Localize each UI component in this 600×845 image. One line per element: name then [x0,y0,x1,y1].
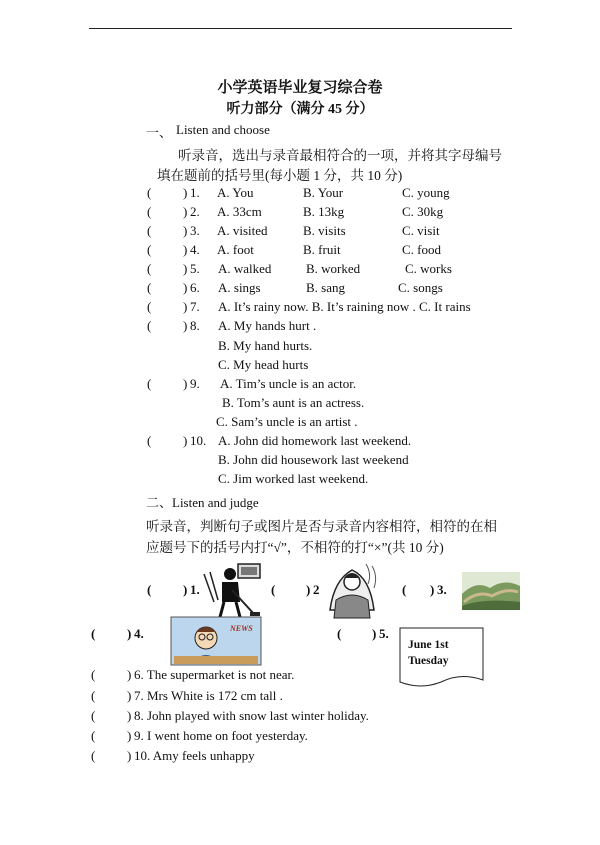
answer-paren-open[interactable]: ( [91,748,96,763]
answer-paren-open[interactable]: ( [91,688,96,703]
great-wall-image [462,572,520,610]
sick-person-image [322,560,384,622]
question-number: 10. [190,433,207,448]
judge-sentence-row [0,728,600,746]
answer-paren-close: ) [127,748,132,763]
option-b: B. fruit [303,242,341,257]
question-row [0,242,600,260]
options-text: A. It’s rainy now. B. It’s raining now . C. It rains [218,299,471,314]
answer-paren-close: ) [430,582,435,597]
part2-instruction-line2: 应题号下的括号内打“√”，不相符的打“×”(共 10 分) [146,540,444,555]
news-reader-image [170,616,262,666]
part2-heading: 二、Listen and judge [146,495,259,510]
answer-paren-close: ) [372,626,377,641]
answer-paren-open[interactable]: ( [147,242,152,257]
calendar-day: Tuesday [408,655,449,667]
question-row-8 [0,318,600,336]
question-number: 3. [190,223,200,238]
question-row [0,261,600,279]
answer-paren-close: ) [306,582,311,597]
item-number: 5. [379,626,389,641]
option-a: A. Tim’s uncle is an actor. [220,376,357,391]
answer-paren-close: ) [183,261,188,276]
question-number: 2. [190,204,200,219]
option-c: C. My head hurts [218,357,309,372]
option-c: C. food [402,242,441,257]
answer-paren-close: ) [127,708,132,723]
option-c: C. 30kg [402,204,444,219]
person-sweeping-image [200,562,262,620]
answer-paren-open[interactable]: ( [91,667,96,682]
part2-instruction-line1: 听录音，判断句子或图片是否与录音内容相符，相符的在相 [146,519,497,534]
item-number: 1. [190,582,200,597]
option-b: B. visits [303,223,346,238]
sentence-text: 8. John played with snow last winter holiday. [134,708,369,723]
judge-sentence-row [0,688,600,706]
question-number: 6. [190,280,200,295]
answer-paren-open[interactable]: ( [147,582,152,597]
question-number: 5. [190,261,200,276]
answer-paren-close: ) [127,728,132,743]
news-label: NEWS [230,624,253,633]
option-a: A. You [217,185,254,200]
answer-paren-close: ) [183,242,188,257]
answer-paren-close: ) [183,223,188,238]
question-number: 9. [190,376,200,391]
question-row-10 [0,433,600,451]
answer-paren-open[interactable]: ( [91,626,96,641]
option-c: C. visit [402,223,440,238]
option-c: C. works [405,261,452,276]
option-b: B. sang [306,280,345,295]
answer-paren-open[interactable]: ( [337,626,342,641]
question-number: 1. [190,185,200,200]
answer-paren-close: ) [127,688,132,703]
page-subtitle: 听力部分（满分 45 分） [226,102,374,117]
sentence-text: 6. The supermarket is not near. [134,667,295,682]
option-a: A. visited [217,223,268,238]
question-row [0,185,600,203]
top-rule [89,28,512,29]
answer-paren-open[interactable]: ( [147,261,152,276]
judge-sentence-row [0,708,600,726]
answer-paren-open[interactable]: ( [91,708,96,723]
answer-paren-open[interactable]: ( [147,299,152,314]
item-number: 4. [134,626,144,641]
question-row [0,223,600,241]
option-b: B. Your [303,185,344,200]
part1-heading: Listen and choose [176,122,270,137]
answer-paren-close: ) [183,376,188,391]
item-number: 2 [313,582,320,597]
option-b: B. John did housework last weekend [218,452,409,467]
answer-paren-close: ) [183,280,188,295]
option-b: B. Tom’s aunt is an actress. [222,395,365,410]
answer-paren-open[interactable]: ( [147,280,152,295]
option-a: A. sings [218,280,261,295]
answer-paren-close: ) [127,667,132,682]
option-c: C. songs [398,280,443,295]
option-a: A. My hands hurt . [218,318,317,333]
judge-sentence-row [0,748,600,766]
judge-sentence-row [0,667,600,685]
answer-paren-open[interactable]: ( [147,376,152,391]
question-row-9 [0,376,600,394]
question-number: 4. [190,242,200,257]
question-row [0,280,600,298]
answer-paren-close: ) [127,626,132,641]
item-number: 3. [437,582,447,597]
option-b: B. worked [306,261,361,276]
answer-paren-close: ) [183,299,188,314]
answer-paren-close: ) [183,185,188,200]
part1-instruction-line2: 填在题前的括号里(每小题 1 分，共 10 分) [157,168,403,183]
answer-paren-open[interactable]: ( [147,318,152,333]
option-c: C. young [402,185,450,200]
option-a: A. John did homework last weekend. [218,433,412,448]
answer-paren-close: ) [183,582,188,597]
option-b: B. My hand hurts. [218,338,313,353]
option-a: A. 33cm [217,204,262,219]
sentence-text: 10. Amy feels unhappy [134,748,255,763]
answer-paren-close: ) [183,433,188,448]
answer-paren-open[interactable]: ( [91,728,96,743]
answer-paren-close: ) [183,318,188,333]
option-a: A. walked [218,261,272,276]
question-number: 8. [190,318,200,333]
page-title: 小学英语毕业复习综合卷 [217,80,383,96]
part1-instruction-line1: 听录音，选出与录音最相符合的一项，并将其字母编号 [178,148,502,163]
question-number: 7. [190,299,200,314]
picture-item-row [0,626,600,644]
question-row-7 [0,299,600,317]
answer-paren-open[interactable]: ( [147,204,152,219]
question-row [0,204,600,222]
part1-heading-number: 一、 [146,125,173,140]
answer-paren-close: ) [183,204,188,219]
answer-paren-open[interactable]: ( [147,433,152,448]
calendar-date: June 1st [408,639,449,651]
sentence-text: 7. Mrs White is 172 cm tall . [134,688,283,703]
answer-paren-open[interactable]: ( [147,223,152,238]
answer-paren-open[interactable]: ( [402,582,407,597]
option-c: C. Jim worked last weekend. [218,471,369,486]
option-c: C. Sam’s uncle is an artist . [216,414,358,429]
sentence-text: 9. I went home on foot yesterday. [134,728,308,743]
option-b: B. 13kg [303,204,345,219]
option-a: A. foot [217,242,254,257]
answer-paren-open[interactable]: ( [147,185,152,200]
answer-paren-open[interactable]: ( [271,582,276,597]
